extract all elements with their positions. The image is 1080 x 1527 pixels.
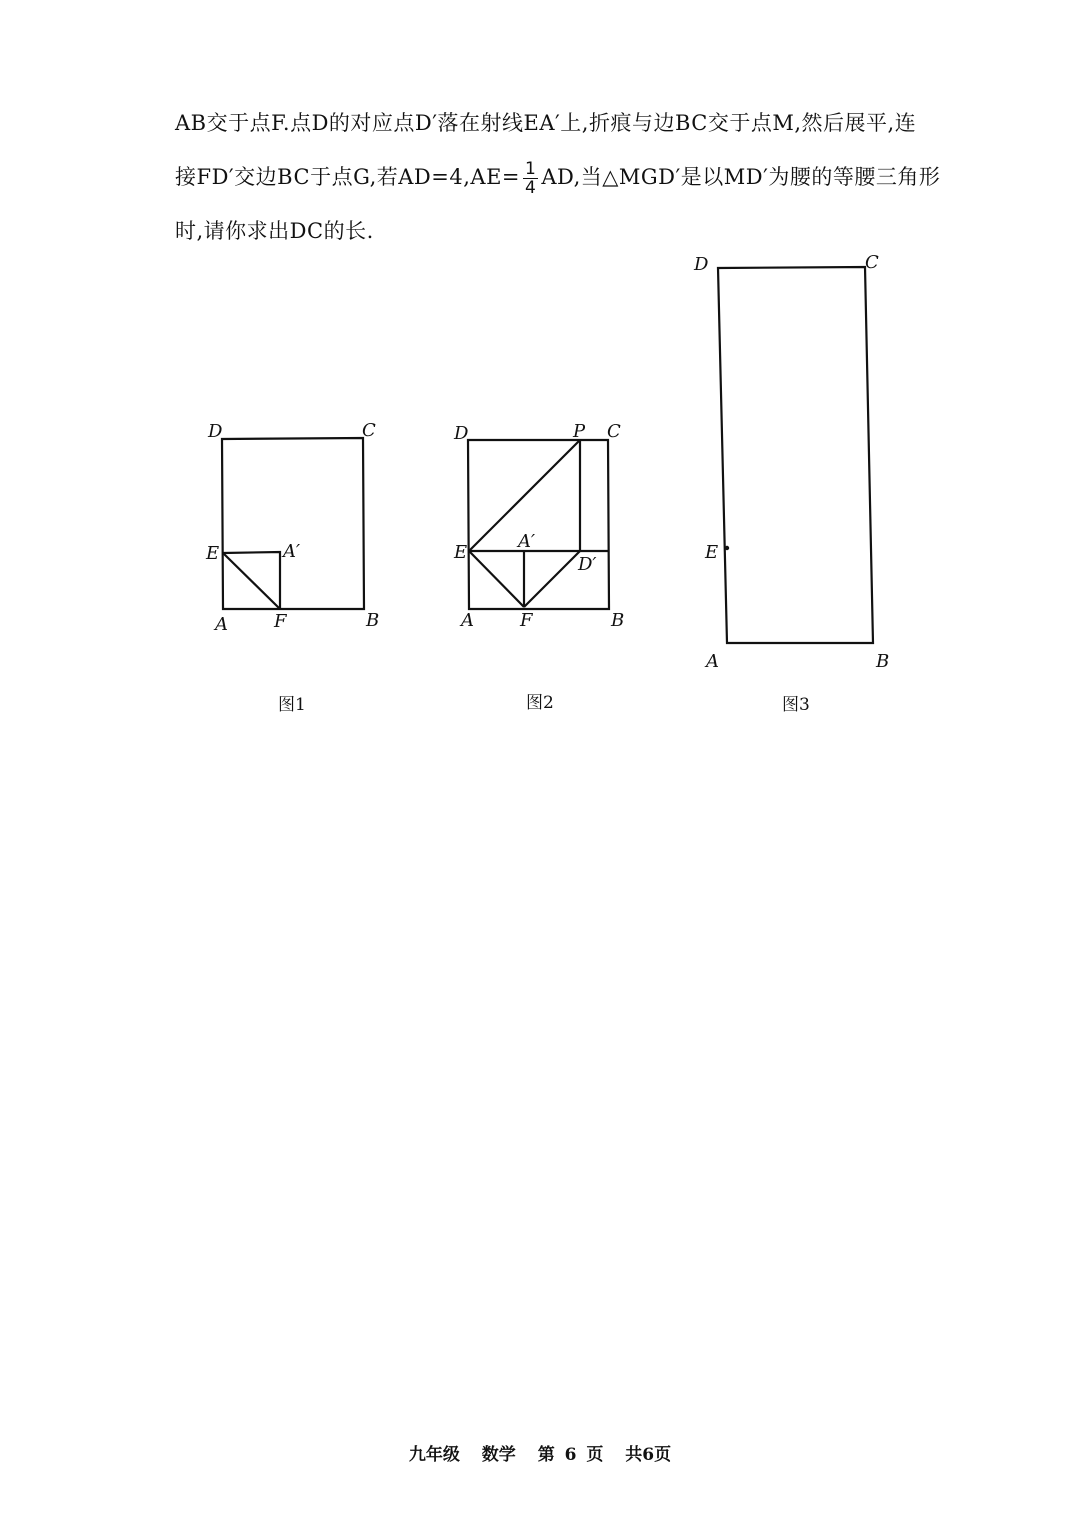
fig3-label-E: E <box>705 542 719 563</box>
footer-page: 第 6 页 <box>537 1445 604 1465</box>
fig2-label-E: E <box>454 542 468 563</box>
problem-line-2-after: AD,当△MGD′是以MD′为腰的等腰三角形 <box>541 165 941 189</box>
fig1-caption: 图1 <box>278 695 306 715</box>
fig2-label-F: F <box>520 610 533 631</box>
problem-line-2-before: 接FD′交边BC于点G,若AD=4,AE= <box>175 165 520 189</box>
fraction-denominator: 4 <box>525 178 537 198</box>
problem-line-3: 时,请你求出DC的长. <box>175 219 374 243</box>
page-footer <box>0 1440 1080 1465</box>
fig1-label-E: E <box>206 543 220 564</box>
fig3-caption: 图3 <box>782 695 810 715</box>
fig1-label-A-prime: A′ <box>283 541 301 562</box>
fig2-caption: 图2 <box>526 693 554 713</box>
fig3-label-D: D <box>694 254 709 275</box>
fig1-label-D: D <box>208 421 223 442</box>
fig2-label-D: D <box>454 423 469 444</box>
fig2-label-B: B <box>611 610 625 631</box>
fig3-label-A: A <box>706 651 719 672</box>
fig3-point-E <box>725 546 729 550</box>
fig2-label-A-prime: A′ <box>518 531 536 552</box>
fig2-label-D-prime: D′ <box>578 554 597 575</box>
footer-subject: 数学 <box>481 1445 516 1465</box>
problem-line-1: AB交于点F.点D的对应点D′落在射线EA′上,折痕与边BC交于点M,然后展平,连 <box>175 111 917 135</box>
fig2-label-C: C <box>607 421 621 442</box>
footer-grade: 九年级 <box>408 1445 460 1465</box>
fig1-label-A: A <box>215 614 228 635</box>
fig1-label-C: C <box>362 420 376 441</box>
fig3-rectangle <box>718 267 873 643</box>
fig1-label-F: F <box>274 611 287 632</box>
fig2-label-A: A <box>461 610 474 631</box>
footer-total: 共6页 <box>625 1445 672 1465</box>
fig1-label-B: B <box>366 610 380 631</box>
fig3-label-C: C <box>865 252 879 273</box>
fig3-label-B: B <box>876 651 890 672</box>
fig2-label-P: P <box>573 421 586 442</box>
fraction-numerator: 1 <box>525 159 537 179</box>
